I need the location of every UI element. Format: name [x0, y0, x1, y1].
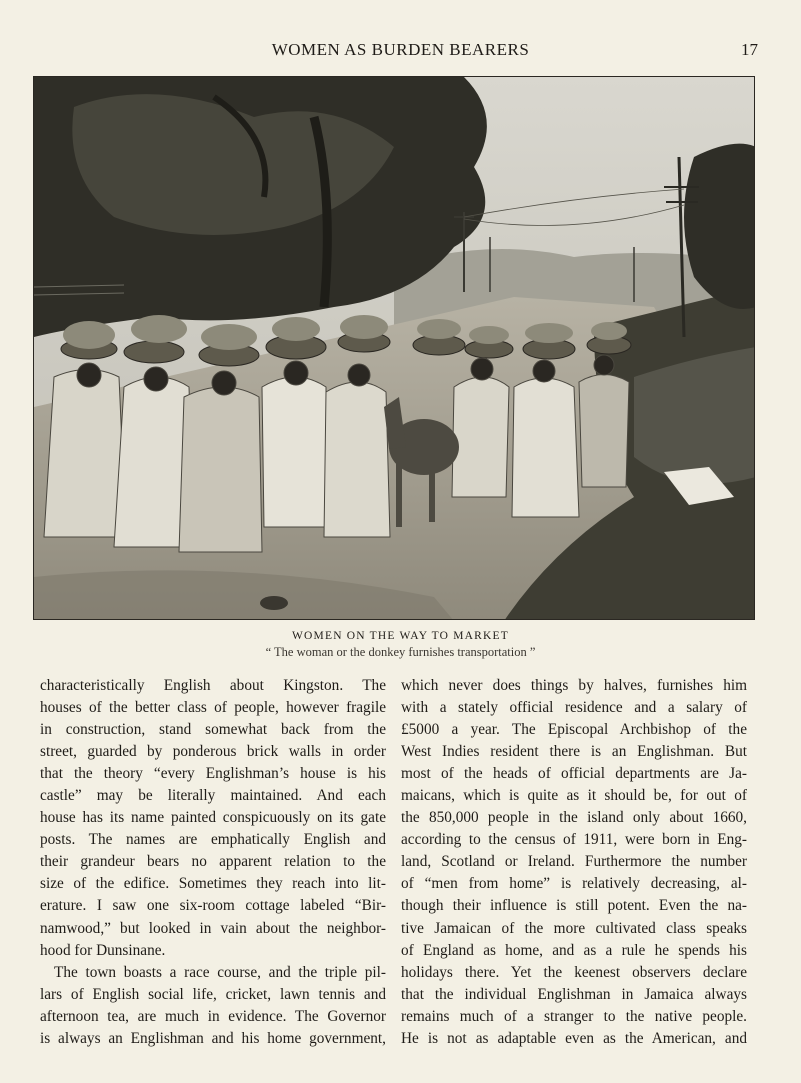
- text-line: that the theory “every Englishman’s house is his: [40, 765, 386, 783]
- caption-title: WOMEN ON THE WAY TO MARKET: [291, 630, 509, 642]
- text-line: the 850,000 people in the island only about 1660,: [401, 809, 747, 827]
- text-line: afternoon tea, are much in evidence. The Governor: [40, 1007, 386, 1025]
- text-line: tive Jamaican of the more cultivated class speaks: [401, 919, 747, 937]
- text-line: maicans, which is quite as it should be, for out of: [401, 787, 747, 805]
- text-line: characteristically English about Kingston. The: [40, 677, 386, 694]
- text-line: that the individual Englishman in Jamaica always: [401, 985, 747, 1003]
- text-line: castle” may be literally maintained. And each: [40, 787, 386, 805]
- text-line: remains much of a stranger to the native people.: [401, 1007, 747, 1025]
- text-line: West Indies resident there is an Englishman. But: [401, 743, 747, 761]
- text-line: according to the census of 1911, were born in Eng-: [401, 831, 747, 849]
- text-line: £5000 a year. The Episcopal Archbishop of the: [401, 721, 747, 739]
- text-line: namwood,” but looked in vain about the neighbor-: [40, 919, 386, 937]
- text-line: The town boasts a race course, and the triple pil-: [54, 963, 386, 981]
- text-line: posts. The names are emphatically English and: [40, 831, 386, 849]
- text-line: which never does things by halves, furnishes him: [401, 677, 747, 694]
- photo-illustration: [34, 77, 755, 620]
- text-line: with a stately official residence and a salary of: [401, 699, 747, 717]
- caption-subtitle: “ The woman or the donkey furnishes transportation ”: [265, 645, 536, 659]
- page-number: 17: [741, 40, 758, 59]
- text-line: their grandeur bears no apparent relation to the: [40, 853, 386, 871]
- text-line: in construction, stand somewhat back from the: [40, 721, 386, 739]
- text-line: of England as home, and as a rule he spends his: [401, 941, 747, 959]
- running-head: [0, 40, 801, 64]
- running-title: WOMEN AS BURDEN BEARERS: [271, 40, 530, 59]
- text-line: is always an Englishman and his home government,: [40, 1029, 386, 1047]
- left-text-column: [40, 675, 386, 1050]
- text-line: though their influence is still potent. Even the na-: [401, 897, 747, 915]
- figure-caption: [0, 628, 801, 661]
- text-line: hood for Dunsinane.: [40, 941, 166, 959]
- text-line: He is not as adaptable even as the American, and: [401, 1029, 747, 1047]
- text-line: most of the heads of official departments are Ja-: [401, 765, 747, 783]
- text-line: size of the edifice. Sometimes they reach into lit-: [40, 875, 386, 893]
- text-line: house has its name painted conspicuously on its gate: [40, 809, 386, 827]
- right-text-column: [401, 675, 747, 1050]
- market-photograph: [33, 76, 755, 620]
- text-line: lars of English social life, cricket, lawn tennis and: [40, 985, 386, 1003]
- text-line: holidays there. Yet the keenest observers declare: [401, 963, 747, 981]
- text-line: street, guarded by ponderous brick walls in order: [40, 743, 386, 761]
- text-line: erature. I saw one six-room cottage labeled “Bir-: [40, 897, 386, 915]
- text-line: houses of the better class of people, however fragile: [40, 699, 386, 717]
- text-line: of “men from home” is relatively decreasing, al-: [401, 875, 747, 893]
- text-line: land, Scotland or Ireland. Furthermore the number: [401, 853, 747, 871]
